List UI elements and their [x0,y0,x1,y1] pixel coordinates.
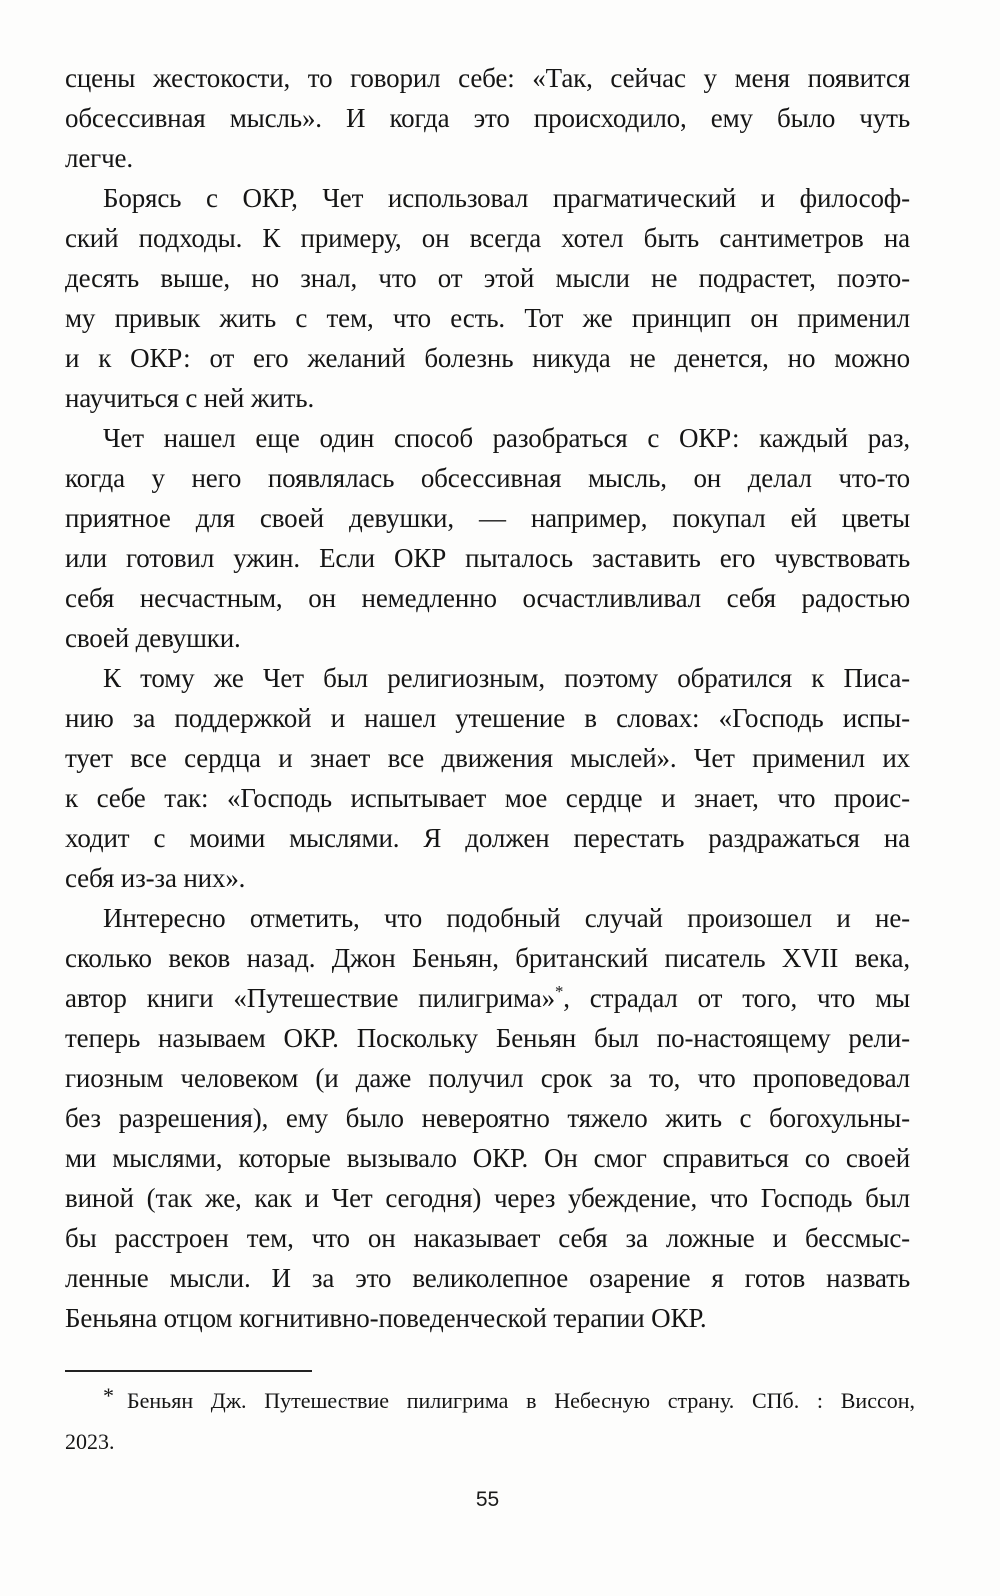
text-segment: , страдал от того, что мы [563,983,910,1013]
text-line: гиозным человеком (и даже получил срок за то, что проповедовал [65,1063,910,1093]
text-line: научиться с ней жить. [65,383,315,413]
text-line: себя из-за них». [65,863,246,893]
footnote-marker: * [103,1383,114,1408]
paragraph [65,418,910,658]
page-number: 55 [475,1488,500,1511]
text-line: Беньяна отцом когнитивно-поведенческой терапии ОКР. [65,1303,707,1333]
text-line: Борясь с ОКР, Чет использовал прагматический и философ- [103,183,910,213]
footnote-line [65,1380,915,1421]
footnote-text: Беньян Дж. Путешествие пилигрима в Небесную страну. СПб. : Виссон, [127,1388,915,1413]
footnote-line: 2023. [65,1429,115,1454]
text-line: нию за поддержкой и нашел утешение в словах: «Господь испы- [65,703,910,733]
text-line: обсессивная мысль». И когда это происходило, ему было чуть [65,103,910,133]
text-line: ходит с моими мыслями. Я должен перестать раздражаться на [65,823,910,853]
text-line-with-footnote-ref [65,978,910,1018]
paragraph [65,178,910,418]
footnote-reference: * [555,982,564,1001]
footnote-rule [65,1370,312,1372]
text-line: тует все сердца и знает все движения мыслей». Чет применил их [65,743,910,773]
text-line: теперь называем ОКР. Поскольку Беньян был по-настоящему рели- [65,1023,910,1053]
text-line: и к ОКР: от его желаний болезнь никуда не денется, но можно [65,343,910,373]
text-line: виной (так же, как и Чет сегодня) через убеждение, что Господь был [65,1183,910,1213]
text-line: Чет нашел еще один способ разобраться с ОКР: каждый раз, [103,423,910,453]
text-line: ский подходы. К примеру, он всегда хотел быть сантиметров на [65,223,910,253]
text-line: сколько веков назад. Джон Беньян, британский писатель XVII века, [65,943,910,973]
text-line: Интересно отметить, что подобный случай произошел и не- [103,903,910,933]
text-line: десять выше, но знал, что от этой мысли не подрастет, поэто- [65,263,910,293]
text-line: К тому же Чет был религиозным, поэтому обратился к Писа- [103,663,910,693]
text-line: ми мыслями, которые вызывало ОКР. Он смог справиться со своей [65,1143,910,1173]
text-line: приятное для своей девушки, — например, покупал ей цветы [65,503,910,533]
main-text [65,58,910,1338]
text-line: себя несчастным, он немедленно осчастливливал себя радостью [65,583,910,613]
footnote [65,1380,915,1462]
text-line: му привык жить с тем, что есть. Тот же принцип он применил [65,303,910,333]
text-segment: автор книги «Путешествие пилигрима» [65,983,555,1013]
paragraph [65,898,910,1338]
text-line: своей девушки. [65,623,241,653]
paragraph [65,58,910,178]
text-line: бы расстроен тем, что он наказывает себя за ложные и бессмыс- [65,1223,910,1253]
text-line: ленные мысли. И за это великолепное озарение я готов назвать [65,1263,910,1293]
text-line: когда у него появлялась обсессивная мысль, он делал что-то [65,463,910,493]
text-line: легче. [65,143,133,173]
paragraph [65,658,910,898]
text-line: к себе так: «Господь испытывает мое сердце и знает, что проис- [65,783,910,813]
text-line: без разрешения), ему было невероятно тяжело жить с богохульны- [65,1103,910,1133]
text-line: сцены жестокости, то говорил себе: «Так, сейчас у меня появится [65,63,910,93]
text-line: или готовил ужин. Если ОКР пыталось заставить его чувствовать [65,543,910,573]
